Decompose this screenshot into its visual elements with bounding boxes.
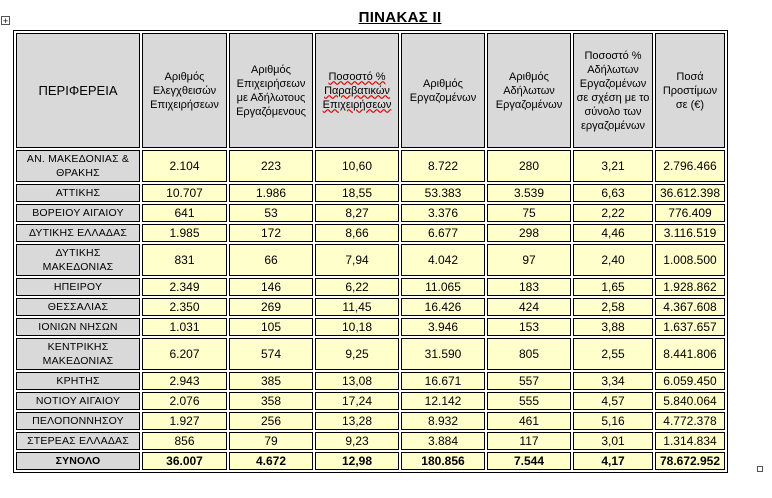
cell-businesses-undeclared: 358 [229, 392, 313, 410]
cell-audited: 10.707 [142, 184, 227, 202]
cell-undeclared-percent: 5,16 [573, 412, 653, 430]
table-body [16, 150, 725, 470]
cell-employees: 6.677 [401, 224, 485, 242]
table-row [16, 224, 725, 242]
cell-fines: 1.637.657 [655, 318, 725, 336]
cell-audited: 6.207 [142, 338, 227, 370]
cell-violation-percent: 17,24 [315, 392, 399, 410]
cell-audited: 1.031 [142, 318, 227, 336]
total-region: ΣΥΝΟΛΟ [16, 452, 140, 470]
cell-undeclared-percent: 2,40 [573, 244, 653, 276]
cell-undeclared-percent: 2,22 [573, 204, 653, 222]
cell-fines: 5.840.064 [655, 392, 725, 410]
cell-fines: 4.772.378 [655, 412, 725, 430]
cell-employees: 11.065 [401, 278, 485, 296]
table-row [16, 184, 725, 202]
cell-audited: 856 [142, 432, 227, 450]
cell-violation-percent: 11,45 [315, 298, 399, 316]
cell-fines: 3.116.519 [655, 224, 725, 242]
cell-undeclared-employees: 183 [487, 278, 571, 296]
cell-undeclared-percent: 3,34 [573, 372, 653, 390]
cell-audited: 1.985 [142, 224, 227, 242]
cell-fines: 8.441.806 [655, 338, 725, 370]
cell-undeclared-employees: 117 [487, 432, 571, 450]
cell-employees: 4.042 [401, 244, 485, 276]
cell-audited: 641 [142, 204, 227, 222]
cell-violation-percent: 10,60 [315, 150, 399, 182]
cell-region: ΚΕΝΤΡΙΚΗΣ ΜΑΚΕΔΟΝΙΑΣ [16, 338, 140, 370]
total-undeclared-employees: 7.544 [487, 452, 571, 470]
table-row [16, 372, 725, 390]
cell-undeclared-employees: 153 [487, 318, 571, 336]
cell-region: ΑΤΤΙΚΗΣ [16, 184, 140, 202]
cell-undeclared-percent: 2,58 [573, 298, 653, 316]
cell-audited: 2.350 [142, 298, 227, 316]
cell-businesses-undeclared: 256 [229, 412, 313, 430]
cell-fines: 1.928.862 [655, 278, 725, 296]
table-row [16, 150, 725, 182]
cell-undeclared-employees: 97 [487, 244, 571, 276]
total-violation-percent: 12,98 [315, 452, 399, 470]
page-title: ΠΙΝΑΚΑΣ ΙΙ [358, 9, 442, 26]
cell-employees: 8.932 [401, 412, 485, 430]
table-resize-handle[interactable] [757, 466, 763, 472]
cell-employees: 3.884 [401, 432, 485, 450]
header-row [16, 33, 725, 148]
table-row [16, 278, 725, 296]
total-row [16, 452, 725, 470]
cell-region: ΘΕΣΣΑΛΙΑΣ [16, 298, 140, 316]
header-undeclared-employees: Αριθμός Αδήλωτων Εργαζομένων [487, 33, 571, 148]
cell-violation-percent: 7,94 [315, 244, 399, 276]
cell-undeclared-employees: 805 [487, 338, 571, 370]
cell-employees: 31.590 [401, 338, 485, 370]
cell-businesses-undeclared: 1.986 [229, 184, 313, 202]
total-audited: 36.007 [142, 452, 227, 470]
cell-undeclared-employees: 461 [487, 412, 571, 430]
table-move-handle[interactable]: + [2, 16, 9, 26]
cell-audited: 2.104 [142, 150, 227, 182]
cell-employees: 3.376 [401, 204, 485, 222]
header-region: ΠΕΡΙΦΕΡΕΙΑ [16, 33, 140, 148]
table-row [16, 412, 725, 430]
cell-businesses-undeclared: 66 [229, 244, 313, 276]
cell-violation-percent: 13,08 [315, 372, 399, 390]
cell-businesses-undeclared: 574 [229, 338, 313, 370]
cell-undeclared-percent: 2,55 [573, 338, 653, 370]
total-employees: 180.856 [401, 452, 485, 470]
cell-undeclared-percent: 3,01 [573, 432, 653, 450]
cell-region: ΔΥΤΙΚΗΣ ΕΛΛΑΔΑΣ [16, 224, 140, 242]
cell-violation-percent: 10,18 [315, 318, 399, 336]
cell-audited: 1.927 [142, 412, 227, 430]
cell-undeclared-employees: 555 [487, 392, 571, 410]
table-row [16, 432, 725, 450]
cell-violation-percent: 9,23 [315, 432, 399, 450]
cell-violation-percent: 8,27 [315, 204, 399, 222]
header-fines: Ποσά Προστίμων σε (€) [655, 33, 725, 148]
cell-businesses-undeclared: 79 [229, 432, 313, 450]
header-violation-percent: Ποσοστό % Παραβατικών Επιχειρήσεων [315, 33, 399, 148]
cell-region: ΚΡΗΤΗΣ [16, 372, 140, 390]
cell-undeclared-percent: 1,65 [573, 278, 653, 296]
header-undeclared-percent: Ποσοστό % Αδήλωτων Εργαζομένων σε σχέση με το σύνολο των εργαζομένων [573, 33, 653, 148]
cell-region: ΙΟΝΙΩΝ ΝΗΣΩΝ [16, 318, 140, 336]
cell-undeclared-employees: 75 [487, 204, 571, 222]
cell-employees: 53.383 [401, 184, 485, 202]
total-businesses-undeclared: 4.672 [229, 452, 313, 470]
header-audited-businesses: Αριθμός Ελεγχθεισών Επιχειρήσεων [142, 33, 227, 148]
cell-undeclared-employees: 298 [487, 224, 571, 242]
cell-violation-percent: 8,66 [315, 224, 399, 242]
header-employees: Αριθμός Εργαζομένων [401, 33, 485, 148]
cell-region: ΔΥΤΙΚΗΣ ΜΑΚΕΔΟΝΙΑΣ [16, 244, 140, 276]
cell-businesses-undeclared: 146 [229, 278, 313, 296]
cell-businesses-undeclared: 385 [229, 372, 313, 390]
cell-fines: 776.409 [655, 204, 725, 222]
cell-fines: 6.059.450 [655, 372, 725, 390]
cell-businesses-undeclared: 105 [229, 318, 313, 336]
cell-employees: 16.426 [401, 298, 485, 316]
data-table [13, 30, 728, 473]
cell-employees: 3.946 [401, 318, 485, 336]
table-row [16, 204, 725, 222]
table-row [16, 298, 725, 316]
table-row [16, 318, 725, 336]
cell-undeclared-employees: 424 [487, 298, 571, 316]
cell-violation-percent: 6,22 [315, 278, 399, 296]
cell-undeclared-employees: 280 [487, 150, 571, 182]
cell-undeclared-employees: 557 [487, 372, 571, 390]
cell-region: ΠΕΛΟΠΟΝΝΗΣΟΥ [16, 412, 140, 430]
cell-violation-percent: 13,28 [315, 412, 399, 430]
table-container [13, 30, 728, 473]
cell-violation-percent: 9,25 [315, 338, 399, 370]
cell-employees: 16.671 [401, 372, 485, 390]
cell-violation-percent: 18,55 [315, 184, 399, 202]
header-businesses-undeclared: Αριθμός Επιχειρήσεων με Αδήλωτους Εργαζόμενους [229, 33, 313, 148]
cell-fines: 36.612.398 [655, 184, 725, 202]
cell-undeclared-percent: 4,57 [573, 392, 653, 410]
cell-businesses-undeclared: 172 [229, 224, 313, 242]
cell-undeclared-percent: 6,63 [573, 184, 653, 202]
cell-region: ΗΠΕΙΡΟΥ [16, 278, 140, 296]
cell-businesses-undeclared: 223 [229, 150, 313, 182]
table-row [16, 338, 725, 370]
cell-undeclared-employees: 3.539 [487, 184, 571, 202]
table-row [16, 392, 725, 410]
cell-undeclared-percent: 4,46 [573, 224, 653, 242]
total-undeclared-percent: 4,17 [573, 452, 653, 470]
cell-fines: 4.367.608 [655, 298, 725, 316]
cell-region: ΒΟΡΕΙΟΥ ΑΙΓΑΙΟΥ [16, 204, 140, 222]
cell-audited: 831 [142, 244, 227, 276]
cell-employees: 12.142 [401, 392, 485, 410]
cell-audited: 2.076 [142, 392, 227, 410]
cell-businesses-undeclared: 269 [229, 298, 313, 316]
cell-fines: 2.796.466 [655, 150, 725, 182]
cell-fines: 1.314.834 [655, 432, 725, 450]
table-row [16, 244, 725, 276]
cell-undeclared-percent: 3,88 [573, 318, 653, 336]
cell-audited: 2.943 [142, 372, 227, 390]
cell-employees: 8.722 [401, 150, 485, 182]
cell-fines: 1.008.500 [655, 244, 725, 276]
cell-businesses-undeclared: 53 [229, 204, 313, 222]
cell-undeclared-percent: 3,21 [573, 150, 653, 182]
cell-audited: 2.349 [142, 278, 227, 296]
cell-region: ΝΟΤΙΟΥ ΑΙΓΑΙΟΥ [16, 392, 140, 410]
cell-region: ΑΝ. ΜΑΚΕΔΟΝΙΑΣ & ΘΡΑΚΗΣ [16, 150, 140, 182]
cell-region: ΣΤΕΡΕΑΣ ΕΛΛΑΔΑΣ [16, 432, 140, 450]
total-fines: 78.672.952 [655, 452, 725, 470]
